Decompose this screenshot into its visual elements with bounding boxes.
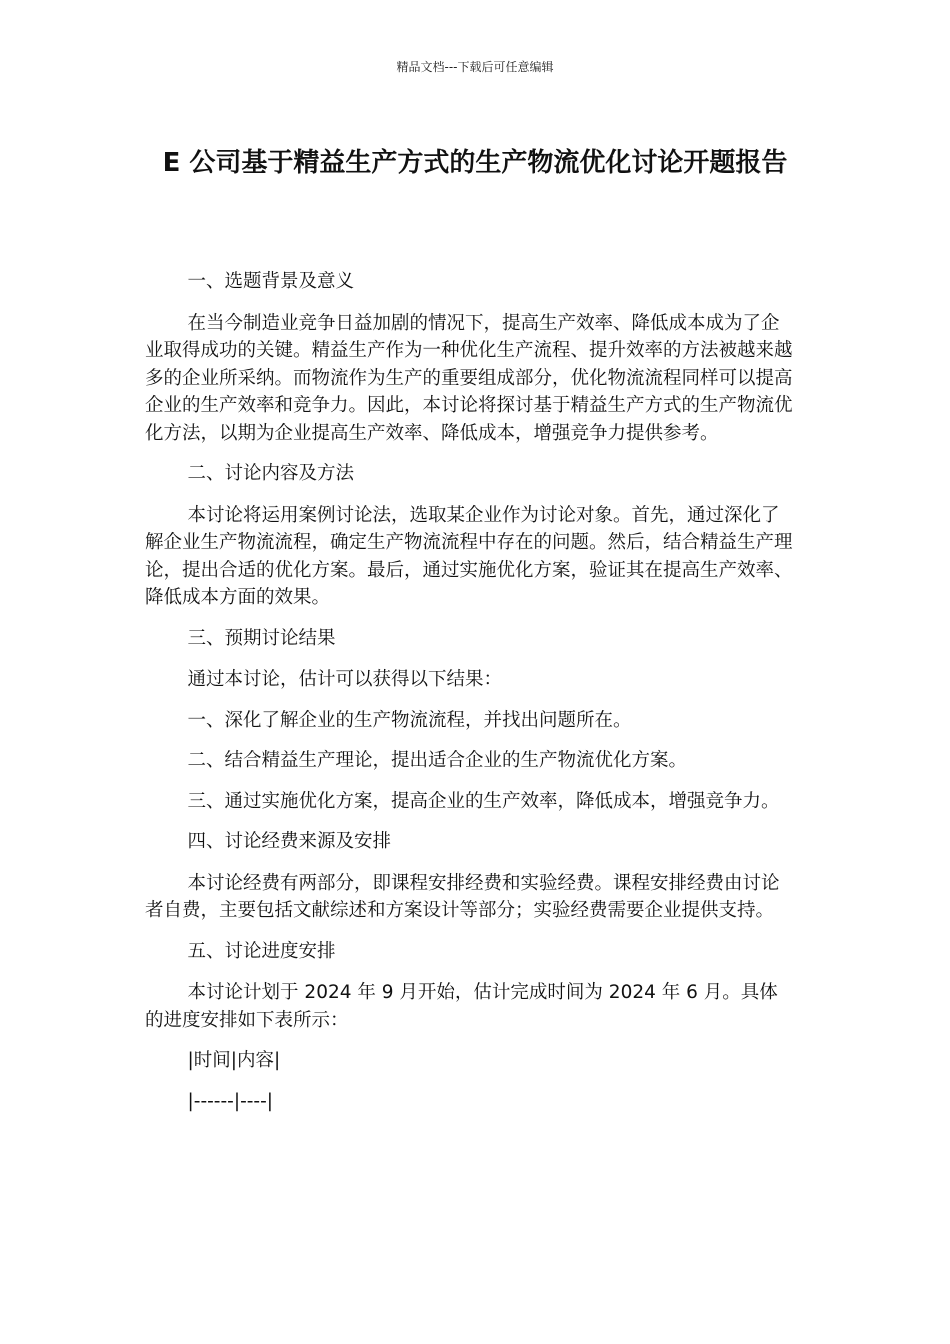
header-note: 精品文档---下载后可任意编辑 (396, 60, 554, 74)
document-body (145, 268, 793, 1128)
list-item: 三、通过实施优化方案，提高企业的生产效率，降低成本，增强竞争力。 (187, 790, 780, 812)
paragraph: 本讨论经费有两部分，即课程安排经费和实验经费。课程安排经费由讨论者自费，主要包括文献综述和方案设计等部分；实验经费需要企业提供支持。 (145, 872, 780, 921)
paragraph: 在当今制造业竞争日益加剧的情况下，提高生产效率、降低成本成为了企业取得成功的关键。精益生产作为一种优化生产流程、提升效率的方法被越来越多的企业所采纳。而物流作为生产的重要组成部分，优化物流流程同样可以提高企业的生产效率和竞争力。因此，本讨论将探讨基于精益生产方式的生产物流优化方法，以期为企业提高生产效率、降低成本，增强竞争力提供参考。 (145, 312, 793, 444)
table-separator-row: |------|----| (187, 1090, 274, 1112)
paragraph: 本讨论计划于 2024 年 9 月开始，估计完成时间为 2024 年 6 月。具体的进度安排如下表所示： (145, 982, 778, 1031)
section-heading: 四、讨论经费来源及安排 (187, 831, 392, 852)
list-item: 一、深化了解企业的生产物流流程，并找出问题所在。 (187, 709, 632, 731)
paragraph: 本讨论将运用案例讨论法，选取某企业作为讨论对象。首先，通过深化了解企业生产物流流程，确定生产物流流程中存在的问题。然后，结合精益生产理论，提出合适的优化方案。最后，通过实施优化方案，验证其在提高生产效率、降低成本方面的效果。 (145, 504, 793, 608)
document-title: E 公司基于精益生产方式的生产物流优化讨论开题报告 (162, 148, 788, 178)
section-heading: 一、选题背景及意义 (187, 271, 355, 292)
paragraph: 通过本讨论，估计可以获得以下结果： (187, 669, 503, 690)
list-item: 二、结合精益生产理论，提出适合企业的生产物流优化方案。 (187, 750, 688, 771)
section-heading: 三、预期讨论结果 (187, 627, 336, 649)
table-header-row: |时间|内容| (187, 1050, 281, 1071)
section-heading: 二、讨论内容及方法 (187, 463, 355, 484)
section-heading: 五、讨论进度安排 (187, 940, 336, 962)
